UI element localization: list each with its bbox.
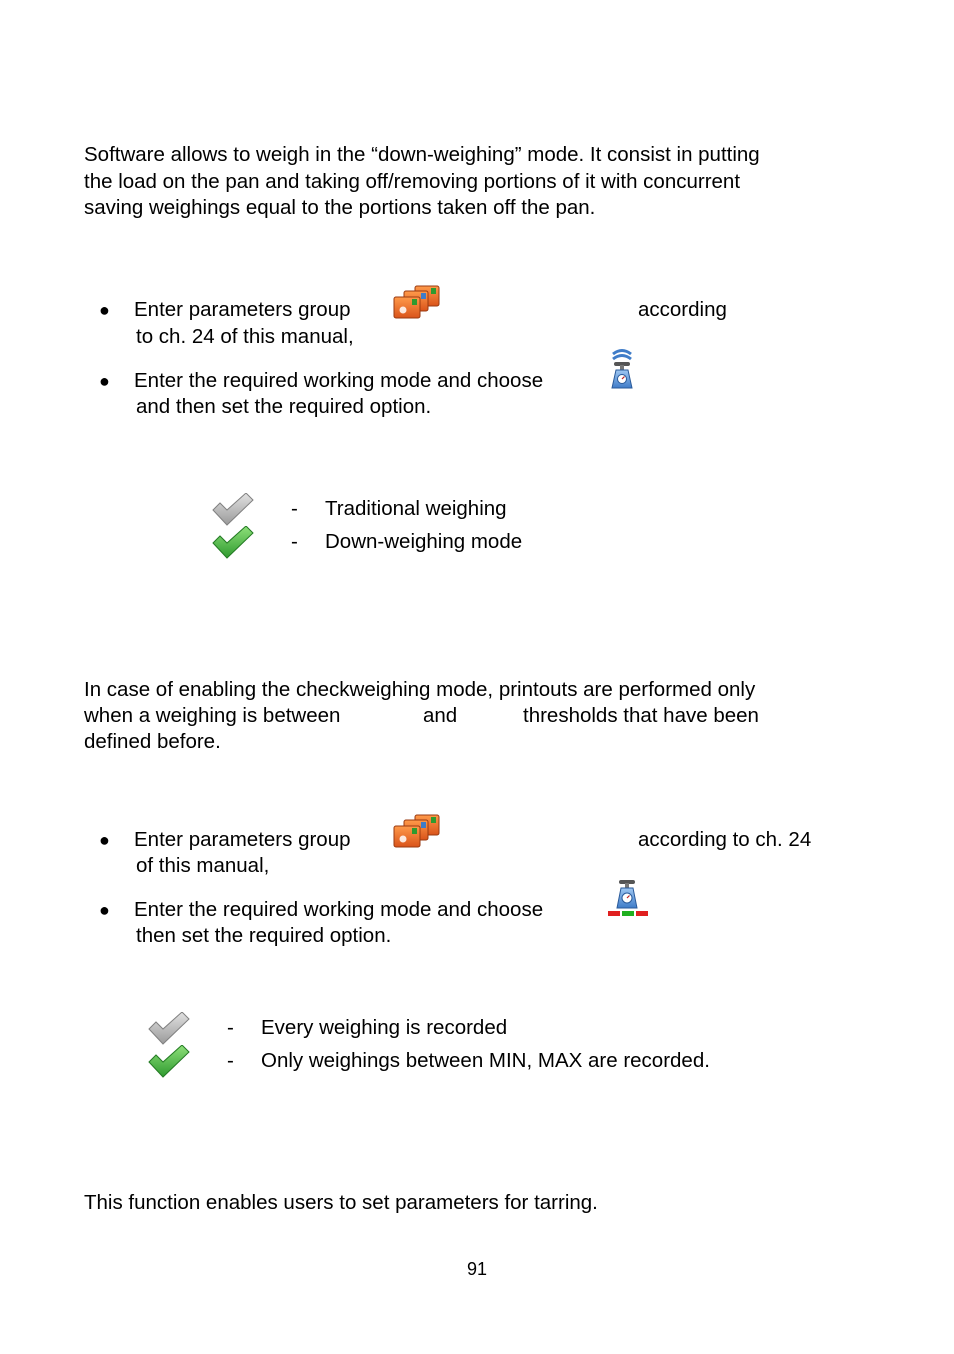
- step-text: then set the required option.: [136, 924, 392, 947]
- bullet: ●: [99, 830, 110, 850]
- intro-line: and: [423, 704, 458, 727]
- step-text: according: [638, 298, 727, 321]
- section1-intro: [84, 142, 760, 222]
- option-label: Only weighings between MIN, MAX are recorded.: [261, 1049, 710, 1072]
- step-text: Enter the required working mode and choose: [134, 898, 544, 921]
- checkweighing-mode-icon: [607, 878, 651, 925]
- intro-line: defined before.: [84, 730, 221, 753]
- intro-line: saving weighings equal to the portions taken off the pan.: [84, 196, 596, 219]
- option-label: Every weighing is recorded: [261, 1016, 508, 1039]
- step-text: and then set the required option.: [136, 395, 432, 418]
- bullet: ●: [99, 300, 110, 320]
- check-on-icon: [147, 1045, 191, 1084]
- step-text: Enter the required working mode and choose: [134, 369, 544, 392]
- option-label: Down-weighing mode: [325, 530, 523, 553]
- step-text: of this manual,: [136, 854, 270, 877]
- intro-line: the load on the pan and taking off/removing portions of it with concurrent: [84, 169, 741, 193]
- step-text: Enter parameters group: [134, 298, 351, 321]
- step-text: according to ch. 24: [638, 828, 812, 851]
- option-dash: -: [227, 1016, 234, 1039]
- bullet: ●: [99, 900, 110, 920]
- step-text: Enter parameters group: [134, 828, 351, 851]
- step-text: to ch. 24 of this manual,: [136, 325, 354, 348]
- intro-line: Software allows to weigh in the “down-weighing” mode. It consist in putting: [84, 143, 760, 166]
- check-on-icon: [211, 526, 255, 565]
- bullet: ●: [99, 371, 110, 391]
- page-number: 91: [466, 1259, 488, 1279]
- option-dash: -: [291, 497, 298, 520]
- intro-line: thresholds that have been: [523, 704, 759, 727]
- option-label: Traditional weighing: [325, 497, 507, 520]
- section3-intro: This function enables users to set parameters for tarring.: [84, 1191, 598, 1214]
- intro-line: In case of enabling the checkweighing mode, printouts are performed only: [84, 678, 756, 701]
- parameters-group-icon: [393, 812, 443, 855]
- intro-line: when a weighing is between: [84, 704, 341, 727]
- parameters-group-icon: [393, 283, 443, 326]
- option-dash: -: [291, 530, 298, 553]
- option-dash: -: [227, 1049, 234, 1072]
- down-weighing-mode-icon: [606, 348, 638, 395]
